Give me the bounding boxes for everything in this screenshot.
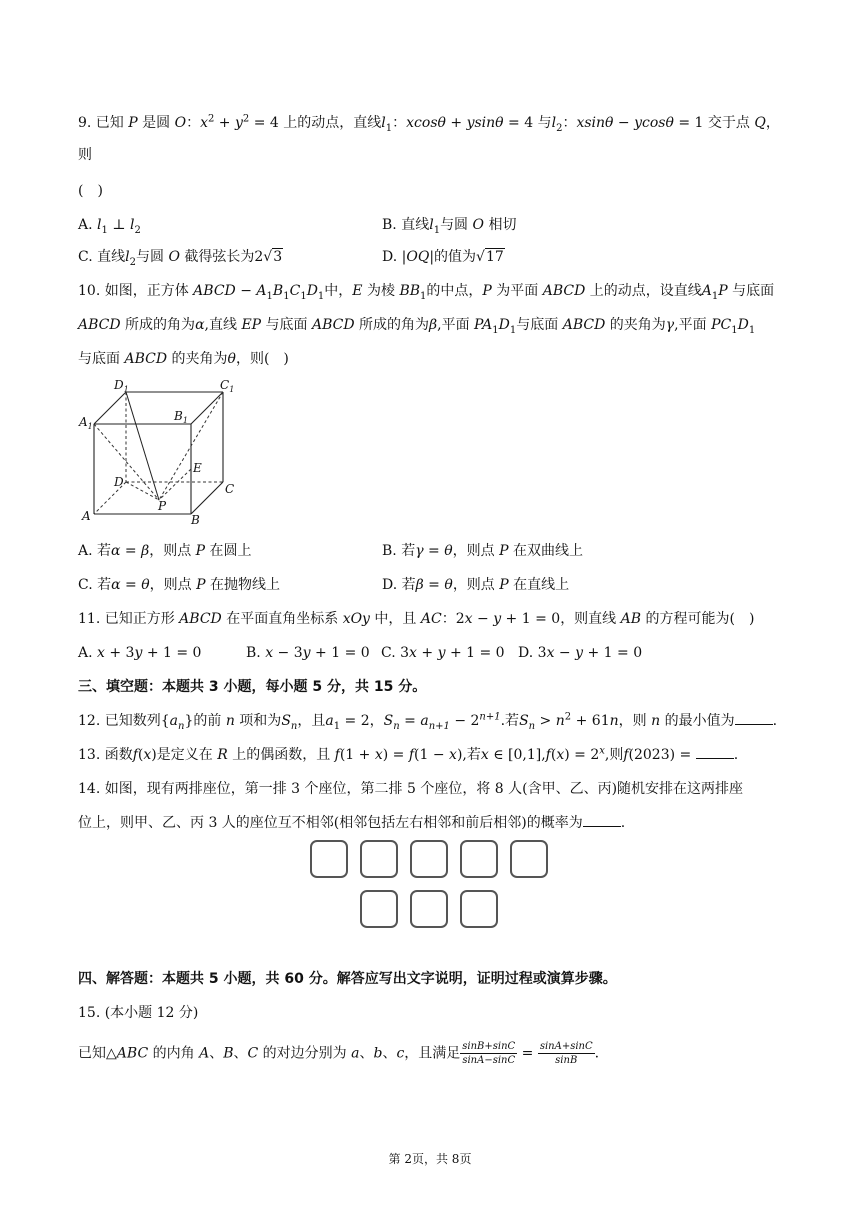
q11-option-c: C. 3x + y + 1 = 0: [381, 645, 505, 661]
label-D: D: [114, 475, 124, 489]
q14-line1: 14. 如图，现有两排座位，第一排 3 个座位，第二排 5 个座位，将 8 人(含甲、乙、丙)随机安排在这两排座: [78, 781, 744, 797]
q15-line: 已知△ABC 的内角 A、B、C 的对边分别为 a、b、c，且满足 $\frac{\sin B+\sin C}{\sin A-\sin C}$ = $\frac{\sin A+\sin C}{\sin B}$ .: [78, 1041, 600, 1066]
q11-option-d: D. 3x − y + 1 = 0: [518, 645, 643, 661]
seat-row2-2: [410, 890, 448, 928]
q10-line3: 与底面 ABCD 的夹角为θ，则( ): [78, 351, 289, 367]
q10-option-c: C. 若α = θ，则点 P 在抛物线上: [78, 577, 280, 593]
q10-option-b: B. 若γ = θ，则点 P 在双曲线上: [382, 543, 583, 559]
seat-row1-5: [510, 840, 548, 878]
fraction-right: $\frac{\sin A+\sin C}{\sin B}$: [539, 1041, 593, 1066]
q9-line2: 则: [78, 147, 92, 163]
q12-line: 12. 已知数列$\{a_n\}$的前 n 项和为$S_n$，且$a_1 = 2$，$S_n = a_{n+1} - 2^{n+1}$.若$S_n > n^2 + 61n$，则 n 的最小值为 .: [78, 711, 778, 732]
q10-option-a: A. 若α = β，则点 P 在圆上: [78, 543, 252, 559]
q14-line2: 位上，则甲、乙、丙 3 人的座位互不相邻(相邻包括左右相邻和前后相邻)的概率为 .: [78, 815, 626, 831]
page-footer: 第 2页，共 8页: [388, 1152, 472, 1166]
label-B: B: [191, 513, 200, 527]
section-3-heading: 三、填空题：本题共 3 小题，每小题 5 分，共 15 分。: [78, 679, 427, 695]
seat-row1-3: [410, 840, 448, 878]
q11-option-a: A. x + 3y + 1 = 0: [78, 645, 202, 661]
label-D1: $D_1$: [114, 378, 129, 394]
q13-line: 13. 函数f(x)是定义在 R 上的偶函数，且 f(1 + x) = f(1 − x),若x ∈ $[0,1],f(x) = 2^x$,则f(2023) = .: [78, 745, 739, 763]
seat-row1-1: [310, 840, 348, 878]
q10-option-d: D. 若β = θ，则点 P 在直线上: [382, 577, 570, 593]
label-E: E: [193, 461, 202, 475]
q9-option-d: D. |OQ|的值为√17: [382, 249, 504, 265]
seat-row2-3: [460, 890, 498, 928]
fraction-left: $\frac{\sin B+\sin C}{\sin A-\sin C}$: [462, 1041, 516, 1066]
cube-figure: [74, 378, 244, 528]
q9-option-a: A. $l_1$ ⊥ $l_2$: [78, 217, 141, 236]
seat-row1-2: [360, 840, 398, 878]
q11-option-b: B. x − 3y + 1 = 0: [246, 645, 370, 661]
q9-option-b: B. 直线$l_1$与圆 O 相切: [382, 217, 517, 236]
label-A1: $A_1$: [79, 415, 93, 431]
label-A: A: [82, 509, 91, 523]
q15-title: 15. (本小题 12 分): [78, 1005, 199, 1021]
label-P: P: [158, 499, 167, 513]
label-C1: $C_1$: [220, 378, 235, 394]
label-C: C: [225, 482, 235, 496]
q10-line2: ABCD 所成的角为α,直线 EP 与底面 ABCD 所成的角为β,平面 $PA_1D_1$与底面 ABCD 的夹角为γ,平面 $PC_1D_1$: [78, 317, 756, 336]
q11-line1: 11. 已知正方形 ABCD 在平面直角坐标系 xOy 中，且 AC：2x − y + 1 = 0，则直线 AB 的方程可能为( ): [78, 611, 755, 627]
label-B1: $B_1$: [174, 409, 188, 425]
section-4-heading: 四、解答题：本题共 5 小题，共 60 分。解答应写出文字说明，证明过程或演算步骤。: [78, 971, 617, 987]
q10-line1: 10. 如图，正方体 ABCD − $A_1B_1C_1D_1$中，E 为棱 $BB_1$的中点，P 为平面 ABCD 上的动点，设直线$A_1P$ 与底面: [78, 283, 775, 302]
q9-line1: 9. 已知 P 是圆 O：$x^2 + y^2 = 4$ 上的动点，直线$l_1$：xcosθ + ysinθ = 4 与$l_2$：xsinθ − ycosθ = 1 交于点 Q，: [78, 113, 780, 134]
q9-option-c: C. 直线$l_2$与圆 O 截得弦长为2√3: [78, 249, 283, 268]
seat-row1-4: [460, 840, 498, 878]
q9-paren: ( ): [78, 183, 103, 199]
seat-row2-1: [360, 890, 398, 928]
